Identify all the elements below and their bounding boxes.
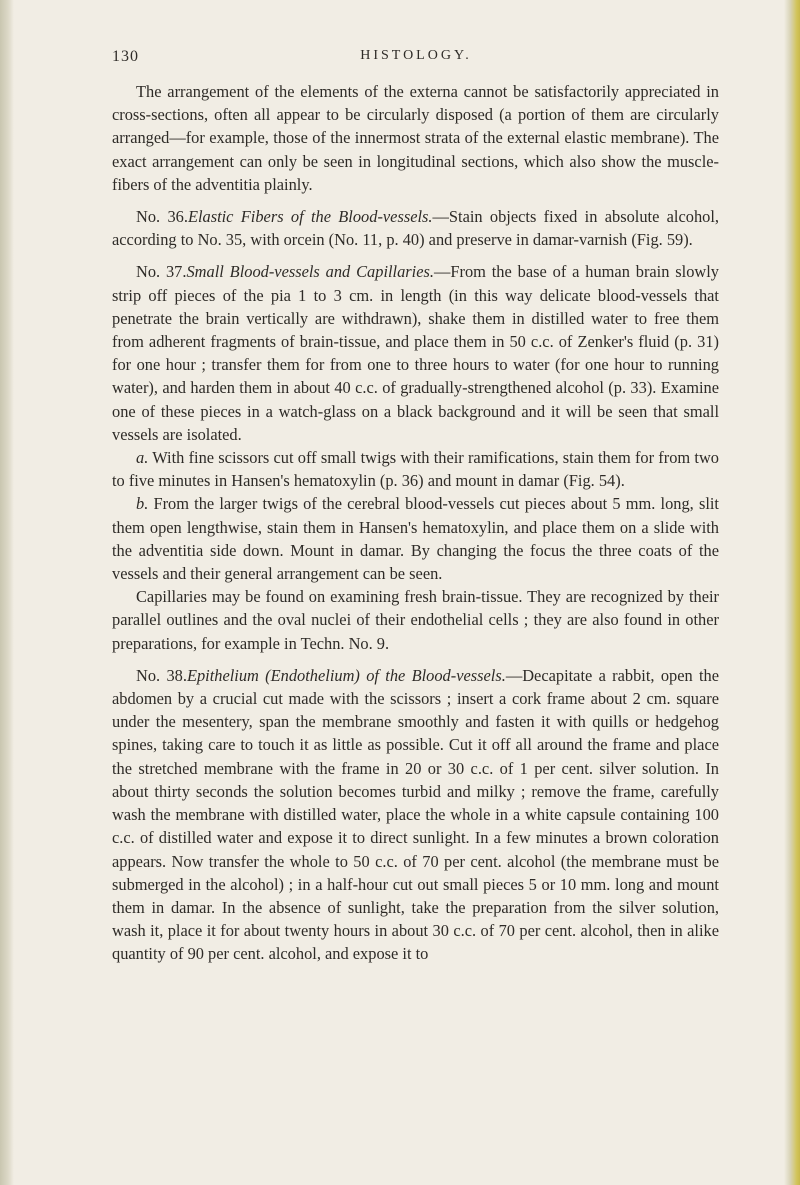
page-right-edge bbox=[784, 0, 800, 1185]
section-title-epithelium: Epithelium bbox=[186, 665, 259, 685]
section-text: —Stain objects fixed in absolute alcohol, according to No. 35, with orcein (No. 11, p. 40) and preserve in damar-varnish (Fig. 59). bbox=[112, 207, 719, 250]
page-header bbox=[112, 48, 720, 72]
page-number: 130 bbox=[112, 48, 139, 65]
subsection-a bbox=[112, 446, 719, 492]
subsection-text: From the larger twigs of the cerebral blood-vessels cut pieces about 5 mm. long, slit them open lengthwise, stain them in Hansen's hematoxylin, and place them on a slide with the adventitia side down. Mount in damar. By changing the focus the three coats of the vessels and their general arrangement can be seen. bbox=[112, 494, 719, 584]
subsection-text: With fine scissors cut off small twigs with their ramifications, stain them for from two to five minutes in Hansen's hematoxylin (p. 36) and mount in damar (Fig. 54). bbox=[112, 448, 719, 491]
paragraph-externa: The arrangement of the elements of the externa cannot be satisfactorily appreciated in cross-sections, often all appear to be circularly disposed (a portion of them are circularly arranged—for example, those of the innermost strata of the external elastic membrane). The exact arrangement can only be seen in longitudinal sections, which also show the muscle-fibers of the adventitia plainly. bbox=[112, 82, 719, 194]
section-text: —Decapitate a rabbit, open the abdomen by a crucial cut made with the scissors ; insert a cork frame about 2 cm. square under the mesentery, span the membrane smoothly and fasten it with quills or hedgehog spines, taking care to touch it as little as possible. Cut it off all around the frame and place the stretched membrane with the frame in 20 or 30 c.c. of 1 per cent. silver solution. In about thirty seconds the solution becomes turbid and milky ; remove the frame, carefully wash the membrane with distilled water, place the whole in a white capsule containing 100 c.c. of distilled water and expose it to direct sunlight. In a few minutes a brown coloration appears. Now transfer the whole to 50 c.c. of 70 per cent. alcohol (the membrane must be submerged in the alcohol) ; in a half-hour cut out small pieces 5 or 10 mm. long and mount them in damar. In the absence of sunlight, take the preparation from the silver solution, wash it, place it for about twenty hours in about 30 c.c. of 70 per cent. alcohol, then in alike quantity of 90 per cent. alcohol, and expose it to bbox=[112, 665, 720, 964]
page-left-edge bbox=[0, 0, 14, 1185]
section-text: —From the base of a human brain slowly strip off pieces of the pia 1 to 3 cm. in length (in this way delicate blood-vessels that penetrate the brain vertically are withdrawn), shake them in distilled water to free them from adherent fragments of brain-tissue, and place them in 50 c.c. of Zenker's fluid (p. 31) for one hour ; transfer them for from one to three hours to water (for one hour to running water), and harden them in about 40 c.c. of gradually-strengthened alcohol (p. 33). Examine one of these pieces in a watch-glass on a black background and it will be seen that small vessels are isolated. bbox=[112, 262, 720, 444]
section-title-endothelium: Endothelium bbox=[270, 665, 355, 685]
section-no-36 bbox=[112, 205, 719, 251]
section-no-37 bbox=[112, 260, 719, 446]
section-title: Small Blood-vessels and Capillaries. bbox=[186, 262, 434, 282]
section-no-38: No. 38.Epithelium (Endothelium) of the Blood-vessels.—Decapitate a rabbit, open the abdomen by a crucial cut made with the scissors ; insert a cork frame about 2 cm. square under the mesentery, span the membrane smoothly and fasten it with quills or hedgehog spines, taking care to touch it as little as possible. Cut it off all around the frame and place the stretched membrane with the frame in 20 or 30 c.c. of 1 per cent. silver solution. In about thirty seconds the solution becomes turbid and milky ; remove the frame, carefully wash the membrane with distilled water, place the whole in a white capsule containing 100 c.c. of distilled water and expose it to direct sunlight. In a few minutes a brown coloration appears. Now transfer the whole to 50 c.c. of 70 per cent. alcohol (the membrane must be submerged in the alcohol) ; in a half-hour cut out small pieces 5 or 10 mm. long and mount them in damar. In the absence of sunlight, take the preparation from the silver solution, wash it, place it for about twenty hours in about 30 c.c. of 70 per cent. alcohol, then in alike quantity of 90 per cent. alcohol, and expose it to bbox=[112, 665, 720, 964]
page-body bbox=[112, 80, 719, 966]
subsection-b bbox=[112, 492, 719, 585]
subsection-label: a. bbox=[136, 448, 149, 468]
section-number: No. 37. bbox=[136, 262, 187, 282]
section-number: No. 38. bbox=[136, 665, 187, 685]
subsection-label: b. bbox=[136, 494, 149, 514]
section-number: No. 36. bbox=[136, 207, 188, 227]
running-title: HISTOLOGY. bbox=[360, 48, 472, 63]
paragraph-capillaries: Capillaries may be found on examining fresh brain-tissue. They are recognized by their parallel outlines and the oval nuclei of their endothelial cells ; they are also found in other preparations, for example in Techn. No. 9. bbox=[112, 587, 719, 653]
section-title: Elastic Fibers of the Blood-vessels. bbox=[187, 207, 433, 227]
section-title-rest: of the Blood-vessels. bbox=[366, 665, 506, 685]
